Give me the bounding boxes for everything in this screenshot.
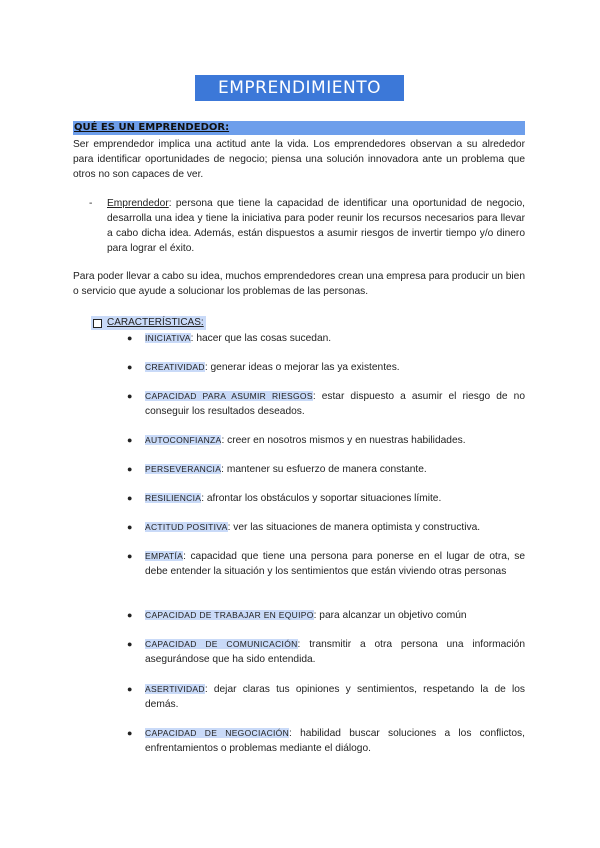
list-item	[127, 491, 525, 506]
item-text: : afrontar los obstáculos y soportar situaciones límite.	[201, 493, 442, 504]
item-text: : mantener su esfuerzo de manera constante.	[221, 464, 427, 475]
item-text: : estar dispuesto a asumir el riesgo de no conseguir los resultados deseados.	[145, 391, 525, 417]
list-item	[127, 433, 525, 448]
purpose-paragraph: Para poder llevar a cabo su idea, muchos emprendedores crean una empresa para producir un bien o servicio que ayude a solucionar los problemas de las personas.	[73, 271, 525, 297]
keyword: CREATIVIDAD	[145, 362, 205, 372]
keyword: CAPACIDAD DE TRABAJAR EN EQUIPO	[145, 610, 314, 620]
bullet-icon: ●	[127, 684, 133, 694]
characteristics-heading	[91, 316, 206, 330]
list-item	[127, 462, 525, 477]
dash-marker: -	[89, 198, 93, 209]
bullet-icon: ●	[127, 435, 133, 445]
keyword: PERSEVERANCIA	[145, 464, 222, 474]
keyword: CAPACIDAD DE NEGOCIACIÓN	[145, 728, 290, 738]
item-text: : dejar claras tus opiniones y sentimientos, respetando la de los demás.	[145, 684, 525, 710]
list-item	[127, 360, 525, 375]
keyword: CAPACIDAD PARA ASUMIR RIESGOS	[145, 391, 313, 401]
bullet-icon: ●	[127, 391, 133, 401]
list-item	[127, 608, 525, 623]
list-item	[127, 682, 525, 712]
definition-text: : persona que tiene la capacidad de identificar una oportunidad de negocio, desarrolla una idea y tiene la iniciativa para poder reunir los recursos necesarios para llevar a cabo dicha idea. Además, están dispuestos a asumir riesgos de invertir tiempo y/o dinero para lograr el éxito.	[107, 198, 525, 254]
bullet-icon: ●	[127, 522, 133, 532]
item-text: : creer en nosotros mismos y en nuestras habilidades.	[221, 435, 466, 446]
bullet-icon: ●	[127, 610, 133, 620]
item-text: : para alcanzar un objetivo común	[313, 610, 467, 621]
bullet-icon: ●	[127, 551, 133, 561]
bullet-icon: ●	[127, 493, 133, 503]
keyword: INICIATIVA	[145, 333, 191, 343]
item-text: : generar ideas o mejorar las ya existentes.	[204, 362, 400, 373]
list-item	[127, 726, 525, 756]
characteristics-label: CARACTERÍSTICAS:	[107, 317, 204, 328]
list-item	[127, 520, 525, 535]
section-heading: QUÉ ES UN EMPRENDEDOR:	[73, 121, 525, 135]
definition-term: Emprendedor	[107, 198, 169, 209]
intro-paragraph: Ser emprendedor implica una actitud ante la vida. Los emprendedores observan a su alrededor para identificar oportunidades de negocio; piensa una solución innovadora ante un problema que otros no son capaces de ver.	[73, 139, 525, 180]
keyword: ASERTIVIDAD	[145, 684, 205, 694]
item-text: : habilidad buscar soluciones a los conflictos, enfrentamientos o problemas mediante el diálogo.	[145, 728, 525, 754]
keyword: AUTOCONFIANZA	[145, 435, 222, 445]
document-title: EMPRENDIMIENTO	[195, 75, 404, 101]
bullet-icon: ●	[127, 464, 133, 474]
bullet-icon: ●	[127, 333, 133, 343]
bullet-icon: ●	[127, 728, 133, 738]
list-item	[127, 389, 525, 419]
keyword: CAPACIDAD DE COMUNICACIÓN	[145, 639, 298, 649]
list-item	[127, 549, 525, 579]
keyword: ACTITUD POSITIVA	[145, 522, 228, 532]
item-text: : ver las situaciones de manera optimista y constructiva.	[227, 522, 481, 533]
item-text: : hacer que las cosas sucedan.	[190, 333, 332, 344]
item-text: : capacidad que tiene una persona para ponerse en el lugar de otra, se debe entender la situación y los sentimientos que están viviendo otras personas	[145, 551, 525, 577]
bullet-icon: ●	[127, 639, 133, 649]
bullet-icon: ●	[127, 362, 133, 372]
item-text: : transmitir a otra persona una información asegurándose que ha sido entendida.	[145, 639, 525, 665]
list-item	[127, 331, 525, 346]
definition-item	[89, 196, 525, 256]
checkbox-icon[interactable]	[93, 319, 102, 328]
keyword: EMPATÍA	[145, 551, 184, 561]
keyword: RESILIENCIA	[145, 493, 202, 503]
list-item	[127, 637, 525, 667]
